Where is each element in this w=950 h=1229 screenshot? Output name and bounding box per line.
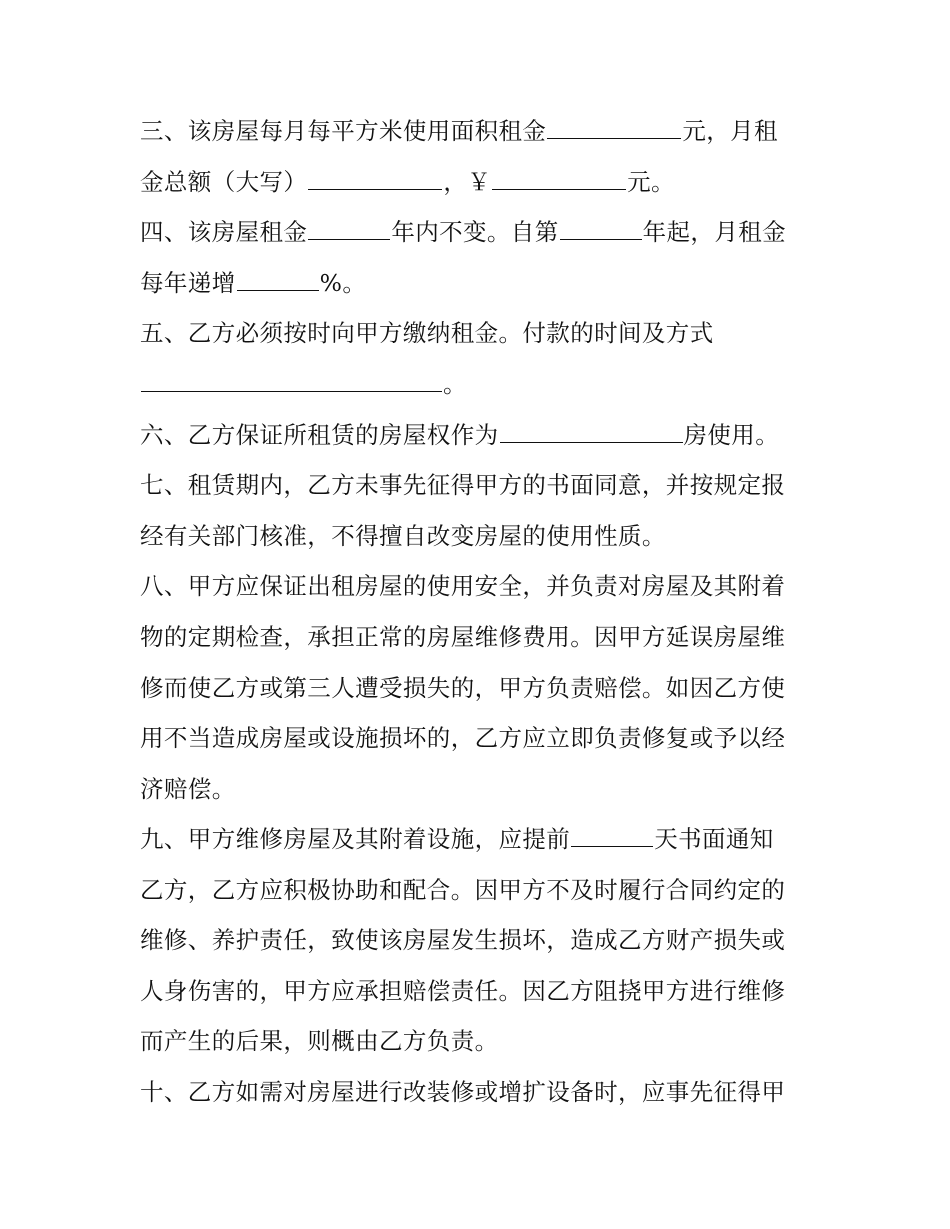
clause-7-text: 七、租赁期内，乙方未事先征得甲方的书面同意，并按规定报	[140, 471, 786, 499]
clause-8-text: 修而使乙方或第三人遭受损失的，甲方负责赔偿。如因乙方使	[140, 674, 786, 702]
clause-10-text: 十、乙方如需对房屋进行改装修或增扩设备时，应事先征得甲	[140, 1078, 786, 1106]
clause-7-line-1	[140, 470, 785, 500]
clause-4-text: 每年递增	[140, 269, 236, 297]
clause-5-line-2	[140, 369, 467, 399]
clause-6-line-1	[140, 420, 779, 450]
clause-4-text: 年内不变。自第	[391, 218, 559, 246]
clause-8-text: 济赔偿。	[140, 775, 236, 803]
clause-5-line-1	[140, 318, 714, 348]
repair-notice-days-blank	[571, 824, 653, 847]
clause-9-line-4	[140, 976, 785, 1006]
clause-4-line-1	[140, 217, 786, 247]
rent-per-sqm-blank	[547, 116, 681, 139]
clause-9-line-2	[140, 875, 785, 905]
clause-3-text: 三、该房屋每月每平方米使用面积租金	[140, 117, 547, 145]
clause-6-text: 六、乙方保证所租赁的房屋权作为	[140, 421, 499, 449]
clause-8-line-2	[140, 622, 785, 652]
rent-increase-start-year-blank	[560, 217, 642, 240]
clause-9-line-3	[140, 925, 785, 955]
clause-8-line-3	[140, 673, 785, 703]
clause-8-line-5	[140, 774, 236, 804]
clause-3-line-2	[140, 167, 675, 197]
clause-9-text: 九、甲方维修房屋及其附着设施，应提前	[140, 825, 571, 853]
clause-7-line-2	[140, 521, 666, 551]
clause-9-text: 人身伤害的，甲方应承担赔偿责任。因乙方阻挠甲方进行维修	[140, 977, 786, 1005]
payment-method-blank	[141, 369, 442, 392]
rent-total-words-blank	[308, 167, 442, 190]
clause-4-text: %。	[319, 269, 367, 297]
clause-8-line-1	[140, 571, 785, 601]
clause-10-line-1	[140, 1077, 785, 1107]
clause-3-text: ，￥	[443, 168, 492, 196]
house-use-type-blank	[500, 420, 683, 443]
clause-9-text: 维修、养护责任，致使该房屋发生损坏，造成乙方财产损失或	[140, 926, 786, 954]
clause-6-text: 房使用。	[683, 421, 780, 449]
clause-3-text: 元。	[627, 168, 675, 196]
clause-3-text: 金总额（大写）	[140, 168, 308, 196]
clause-8-text: 物的定期检查，承担正常的房屋维修费用。因甲方延误房屋维	[140, 623, 786, 651]
clause-3-text: 元，月租	[682, 117, 778, 145]
clause-9-line-1	[140, 824, 774, 854]
clause-4-text: 四、该房屋租金	[140, 218, 308, 246]
rent-increase-percent-blank	[237, 268, 319, 291]
clause-7-text: 经有关部门核准，不得擅自改变房屋的使用性质。	[140, 522, 666, 550]
clause-8-text: 用不当造成房屋或设施损坏的，乙方应立即负责修复或予以经	[140, 724, 786, 752]
clause-3-line-1	[140, 116, 778, 146]
clause-5-text: 五、乙方必须按时向甲方缴纳租金。付款的时间及方式	[140, 319, 714, 347]
rent-fixed-years-blank	[308, 217, 390, 240]
clause-9-text: 乙方，乙方应积极协助和配合。因甲方不及时履行合同约定的	[140, 876, 786, 904]
clause-5-text: 。	[443, 370, 467, 398]
clause-4-line-2	[140, 268, 366, 298]
clause-4-text: 年起，月租金	[642, 218, 787, 246]
clause-9-text: 天书面通知	[654, 825, 774, 853]
rent-total-amount-blank	[492, 167, 626, 190]
clause-9-text: 而产生的后果，则概由乙方负责。	[140, 1027, 499, 1055]
clause-8-line-4	[140, 723, 785, 753]
clause-9-line-5	[140, 1026, 499, 1056]
clause-8-text: 八、甲方应保证出租房屋的使用安全，并负责对房屋及其附着	[140, 572, 786, 600]
